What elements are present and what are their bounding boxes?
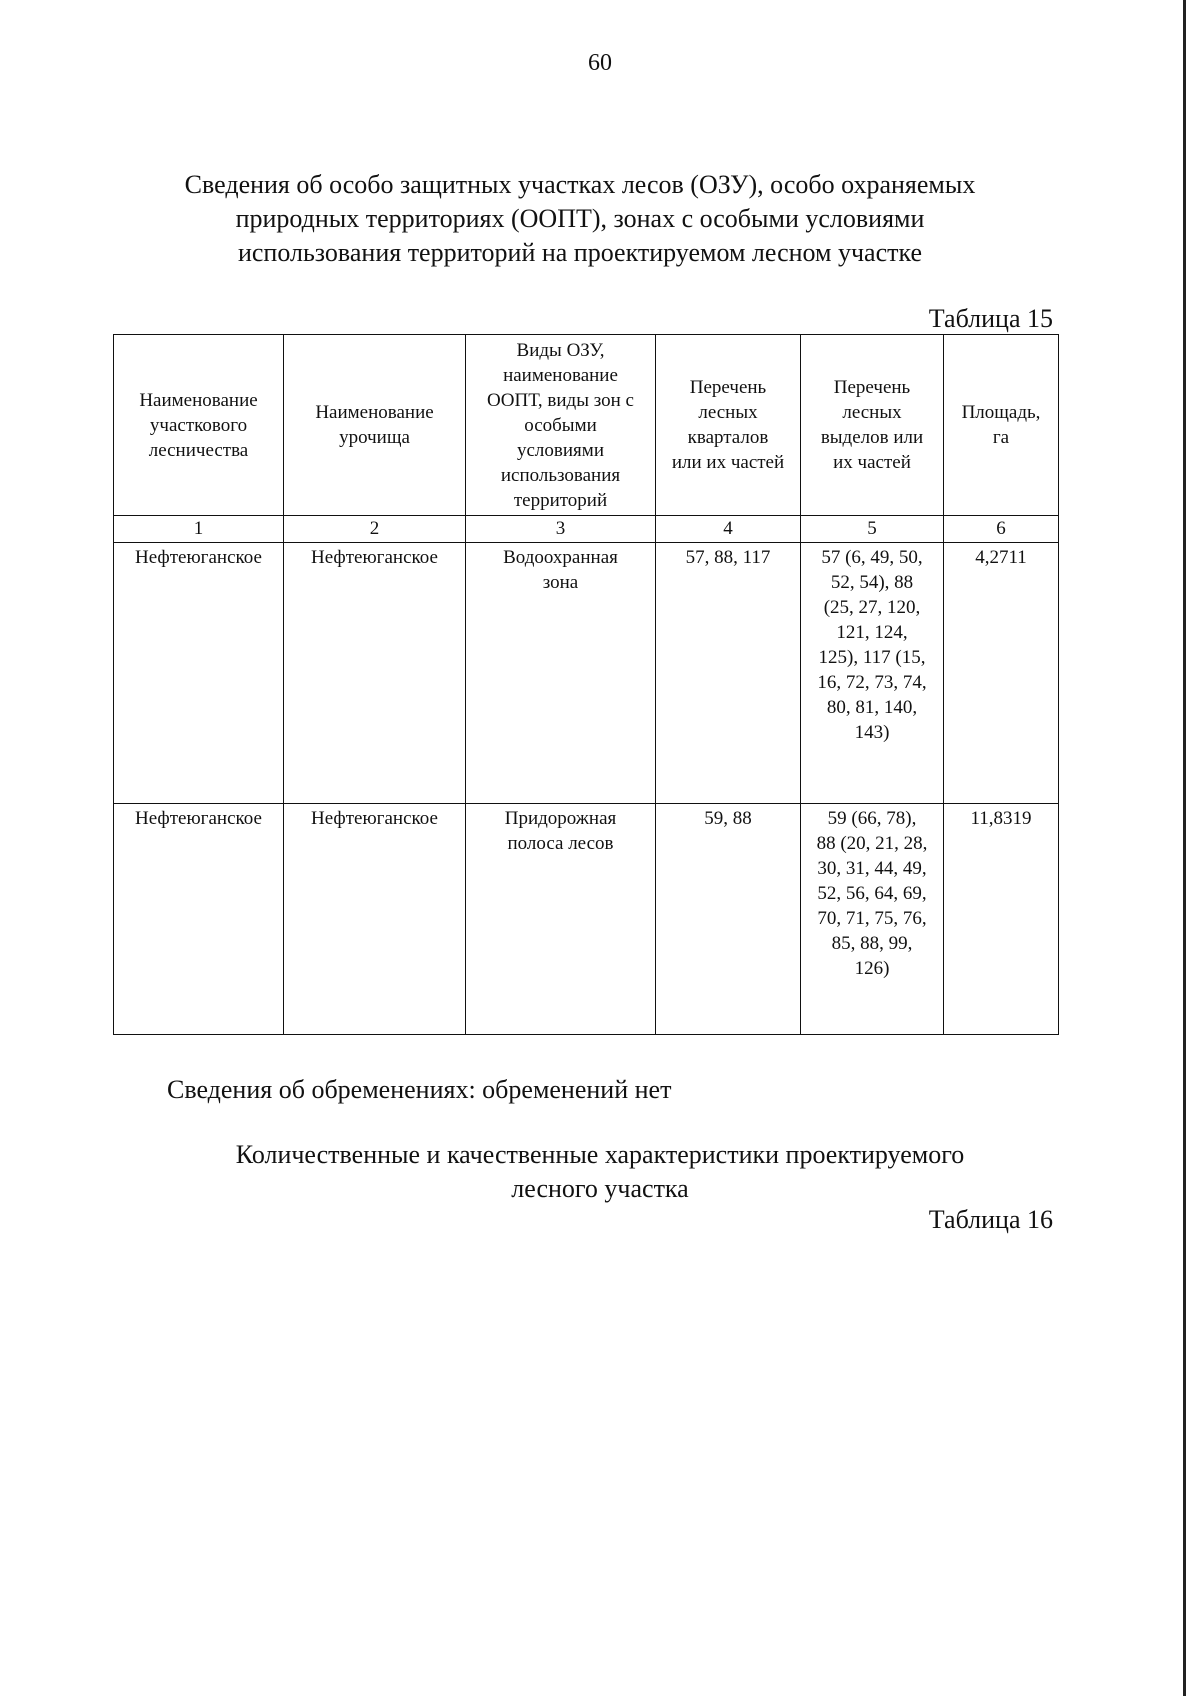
cell-area: 11,8319 <box>944 804 1059 1035</box>
page-title <box>130 168 1030 270</box>
column-number-row <box>114 516 1059 543</box>
cell-allotments: 59 (66, 78), 88 (20, 21, 28, 30, 31, 44, 49, 52, 56, 64, 69, 70, 71, 75, 76, 85, 88, 99, 126) <box>801 804 944 1035</box>
header-quarters: Перечень лесных кварталов или их частей <box>656 335 801 516</box>
column-number: 5 <box>801 516 944 543</box>
cell-area: 4,2711 <box>944 543 1059 804</box>
header-zone-type: Виды ОЗУ, наименование ООПТ, виды зон с особыми условиями использования территорий <box>466 335 656 516</box>
table-row <box>114 804 1059 1035</box>
column-number: 3 <box>466 516 656 543</box>
subtitle-line: Количественные и качественные характеристики проектируемого <box>235 1140 965 1169</box>
table-15-caption: Таблица 15 <box>928 304 1053 333</box>
title-line: использования территорий на проектируемом лесном участке <box>237 238 923 267</box>
table-header-row <box>114 335 1059 516</box>
table-16-caption: Таблица 16 <box>928 1205 1053 1234</box>
header-area: Площадь, га <box>944 335 1059 516</box>
encumbrances-text: Сведения об обременениях: обременений нет <box>167 1075 672 1104</box>
cell-quarters: 59, 88 <box>656 804 801 1035</box>
title-line: Сведения об особо защитных участках лесов (ОЗУ), особо охраняемых <box>184 170 976 199</box>
column-number: 2 <box>284 516 466 543</box>
table-row <box>114 543 1059 804</box>
section-subtitle <box>150 1138 1050 1206</box>
title-line: природных территориях (ООПТ), зонах с особыми условиями <box>235 204 925 233</box>
cell-forestry: Нефтеюганское <box>114 543 284 804</box>
scan-edge-line <box>1183 0 1186 1696</box>
table-15 <box>113 334 1059 1035</box>
cell-tract: Нефтеюганское <box>284 804 466 1035</box>
page-number: 60 <box>588 50 612 76</box>
column-number: 1 <box>114 516 284 543</box>
header-forestry: Наименование участкового лесничества <box>114 335 284 516</box>
header-allotments: Перечень лесных выделов или их частей <box>801 335 944 516</box>
cell-forestry: Нефтеюганское <box>114 804 284 1035</box>
subtitle-line: лесного участка <box>511 1174 689 1203</box>
cell-allotments: 57 (6, 49, 50, 52, 54), 88 (25, 27, 120, 121, 124, 125), 117 (15, 16, 72, 73, 74, 80, 81, 140, 143) <box>801 543 944 804</box>
cell-zone-type: Придорожная полоса лесов <box>466 804 656 1035</box>
column-number: 6 <box>944 516 1059 543</box>
column-number: 4 <box>656 516 801 543</box>
header-tract: Наименование урочища <box>284 335 466 516</box>
cell-tract: Нефтеюганское <box>284 543 466 804</box>
cell-quarters: 57, 88, 117 <box>656 543 801 804</box>
cell-zone-type: Водоохранная зона <box>466 543 656 804</box>
